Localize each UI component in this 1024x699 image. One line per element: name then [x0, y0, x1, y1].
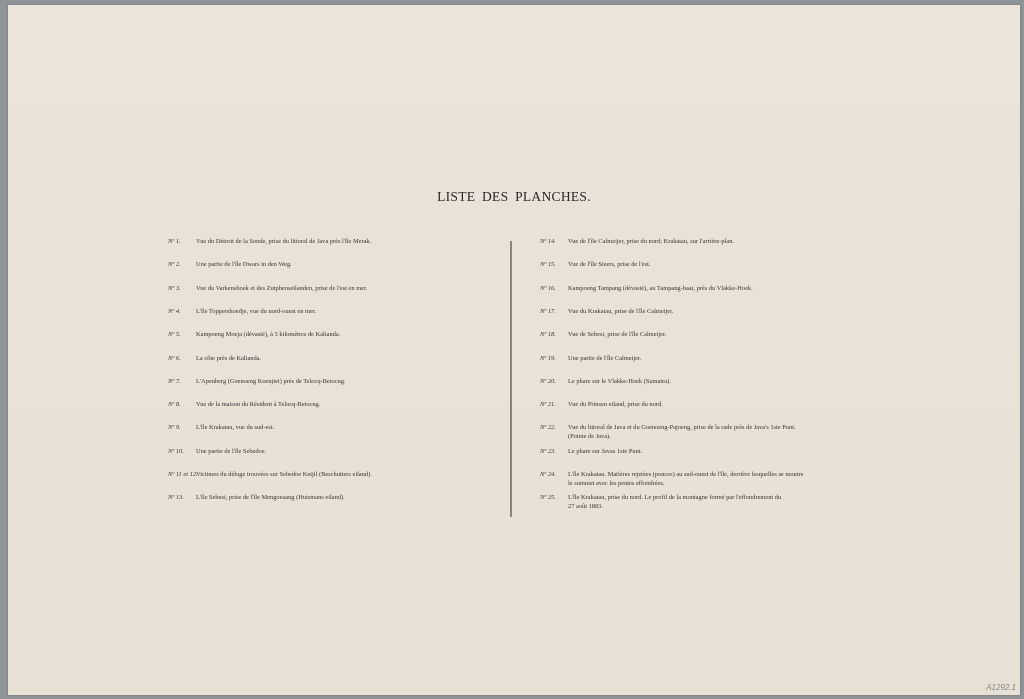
plate-description: Le phare sur le Vlakke-Hoek (Sumatra). [568, 377, 671, 385]
plate-description-continued: 27 août 1883. [568, 503, 603, 511]
plate-description: Vue de la maison du Résident à Telocq-Betocng. [196, 401, 321, 409]
plate-number: Nº 10. [168, 447, 184, 455]
list-entry [540, 330, 860, 339]
plate-description: Vue de l'île Calmeijer, prise du nord; Krakatau, sur l'arrière-plan. [568, 238, 734, 245]
list-entry [540, 284, 860, 293]
plate-description: La côte près de Kalianda. [196, 354, 262, 362]
page-title: LISTE DES PLANCHES. [437, 189, 591, 204]
list-entry [168, 493, 498, 502]
plate-description: Vue de l'île Steers, prise de l'est. [568, 261, 651, 269]
list-entry [168, 470, 498, 479]
plate-number: Nº 7. [168, 377, 181, 385]
list-entry [168, 330, 498, 339]
plate-number: Nº 5. [168, 331, 181, 339]
plate-description: L'île Toppershoedje, vue du nord-ouest en mer. [196, 307, 317, 315]
plate-description: Une partie de l'île Calmeijer. [568, 354, 642, 362]
list-entry [168, 447, 498, 456]
plate-description: Kampoeng Moeja (dévasté), à 5 kilomètres de Kalianda. [196, 331, 341, 339]
plate-number: Nº 13. [168, 494, 184, 502]
plate-description: L'Apenberg (Goenoeng Koenjiet) près de Telocq-Betocng. [196, 377, 346, 385]
plate-description: L'île Sebesi, prise de l'île Mengoeaang (Huismans eiland). [196, 494, 345, 502]
list-entry [540, 354, 860, 363]
plate-number: Nº 15. [540, 261, 556, 269]
plate-description: L'île Krakatau, prise du nord. Le profil de la montagne formé par l'effondrement du [568, 494, 782, 502]
list-entry [540, 400, 860, 409]
archive-stamp: A1292.1 [986, 683, 1016, 692]
plate-number: Nº 25. [540, 494, 556, 502]
list-entry [540, 307, 860, 316]
plate-description-continued: (Pointe de Java). [568, 433, 611, 441]
plate-number: Nº 3. [168, 284, 181, 292]
plate-number: Nº 9. [168, 424, 181, 432]
plate-description-continued: le sommet avec les pentes effondrées. [568, 480, 665, 487]
plate-description: Vue du Krakatau, prise de l'île Calmeijer. [568, 307, 674, 315]
list-entry [168, 284, 498, 293]
plate-description: Vue de Sebesi, prise de l'île Calmeijer. [568, 331, 667, 339]
plate-number: Nº 22. [540, 424, 556, 432]
plate-description: Vue du littoral de Java et du Goenoeng-Pajoeng, prise de la rade près de Java's 1ste Punt. [568, 424, 796, 432]
plate-description: Vue du Détroit de la Sonde, prise du littoral de Java près l'île Merak. [196, 238, 372, 245]
document-sheet [8, 5, 1020, 695]
list-entry [540, 470, 860, 488]
plate-description: L'île Krakatau. Matières rejetées (ponces) au sud-ouest de l'île, derrière lesquelles se montre [568, 471, 804, 478]
list-entry [168, 400, 498, 409]
plate-number: Nº 19. [540, 354, 556, 362]
plate-number: Nº 6. [168, 354, 181, 362]
plate-number: Nº 14. [540, 238, 556, 245]
plate-description: Une partie de l'île Dwars in den Weg. [196, 261, 292, 269]
plate-number: Nº 16. [540, 284, 556, 292]
plate-number: Nº 21. [540, 401, 556, 409]
list-entry [168, 377, 498, 386]
plate-number: Nº 11 et 12. [168, 471, 198, 478]
list-entry [168, 237, 498, 246]
plate-description: Victimes du déluge trouvées sur Sebedoe Ketjil (Beschutters eiland). [196, 471, 372, 478]
list-entry [540, 377, 860, 386]
plate-description: Une partie de l'île Sebedoe. [196, 447, 267, 455]
column-divider [510, 241, 512, 517]
plate-number: Nº 23. [540, 447, 556, 455]
plate-description: Vue du Varkenshoek et des Zutphenseilanden, prise de l'est en mer. [196, 284, 368, 292]
plate-description: L'île Krakatau, vue du sud-est. [196, 424, 275, 432]
list-entry [168, 354, 498, 363]
plate-description: Kampoeng Tampang (dévasté), au Tampang-baai, près du Vlakke-Hoek. [568, 284, 753, 292]
plate-number: Nº 2. [168, 261, 181, 269]
list-entry [168, 423, 498, 432]
list-entry [540, 493, 860, 511]
plate-number: Nº 17. [540, 307, 556, 315]
list-entry [168, 307, 498, 316]
plate-description: Vue du Prinsen eiland, prise du nord. [568, 401, 663, 409]
plate-number: Nº 24. [540, 471, 556, 478]
plate-number: Nº 4. [168, 307, 181, 315]
plate-description: Le phare sur Javas 1ste Punt. [568, 447, 643, 455]
list-entry [540, 237, 860, 246]
list-entry [540, 423, 860, 441]
plate-number: Nº 20. [540, 377, 556, 385]
list-entry [540, 447, 860, 456]
plate-number: Nº 18. [540, 331, 556, 339]
list-entry [168, 260, 498, 269]
plate-number: Nº 1. [168, 238, 181, 245]
list-entry [540, 260, 860, 269]
plate-number: Nº 8. [168, 401, 181, 409]
